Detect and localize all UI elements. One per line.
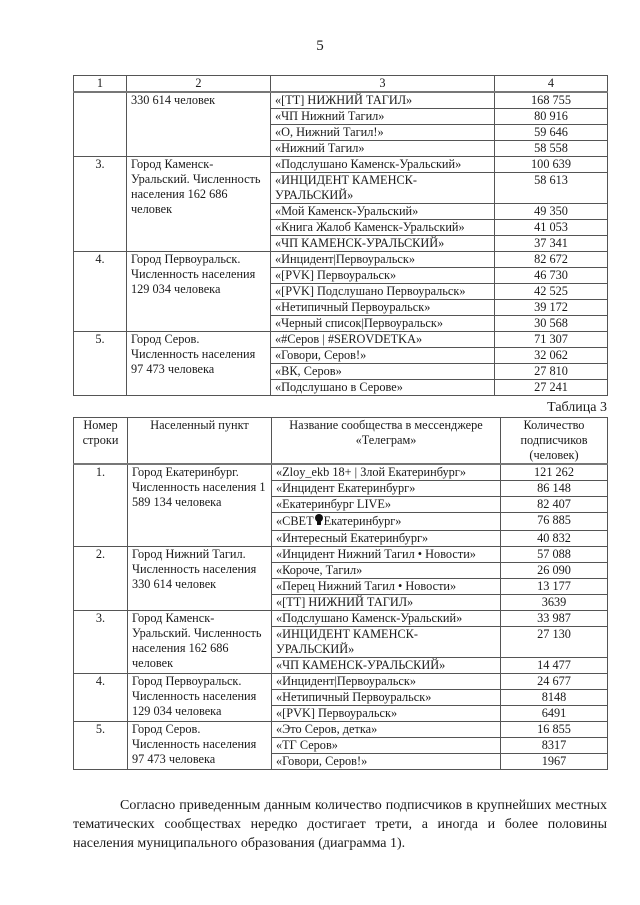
community-name: «Короче, Тагил» xyxy=(272,563,501,579)
community-name: «Нижний Тагил» xyxy=(271,141,495,157)
subscriber-count: 168 755 xyxy=(495,92,608,109)
subscriber-count: 121 262 xyxy=(501,464,608,481)
community-name: «Черный список|Первоуральск» xyxy=(271,316,495,332)
subscriber-count: 37 341 xyxy=(495,236,608,252)
body-paragraph: Согласно приведенным данным количество подписчиков в крупнейших местных тематических сообществах нередко достигает трети, а иногда и более половины населения муниципального образования (диаграмма 1). xyxy=(73,798,607,851)
community-name: «Книга Жалоб Каменск-Уральский» xyxy=(271,220,495,236)
place-cell: Город Первоуральск. Численность населения 129 034 человека xyxy=(128,674,272,722)
row-number: 4. xyxy=(74,252,127,332)
row-number: 3. xyxy=(74,157,127,252)
column-number-1: 1 xyxy=(74,76,127,93)
place-cell: Город Серов. Численность населения 97 473 человека xyxy=(128,722,272,770)
header-community-name: Название сообщества в мессенджере «Телеграм» xyxy=(272,418,501,465)
community-name: «О, Нижний Тагил!» xyxy=(271,125,495,141)
subscriber-count: 16 855 xyxy=(501,722,608,738)
subscriber-count: 32 062 xyxy=(495,348,608,364)
header-place: Населенный пункт xyxy=(128,418,272,465)
community-name: «ЧП КАМЕНСК-УРАЛЬСКИЙ» xyxy=(272,658,501,674)
community-name: «Мой Каменск-Уральский» xyxy=(271,204,495,220)
subscriber-count: 76 885 xyxy=(501,513,608,531)
community-name: «ИНЦИДЕНТ КАМЕНСК-УРАЛЬСКИЙ» xyxy=(271,173,495,204)
community-name: «ВК, Серов» xyxy=(271,364,495,380)
community-name: «Это Серов, детка» xyxy=(272,722,501,738)
subscriber-count: 57 088 xyxy=(501,547,608,563)
table-row xyxy=(74,464,608,481)
subscriber-count: 86 148 xyxy=(501,481,608,497)
subscriber-count: 82 407 xyxy=(501,497,608,513)
place-cell: Город Екатеринбург. Численность населения 1 589 134 человека xyxy=(128,464,272,547)
subscriber-count: 24 677 xyxy=(501,674,608,690)
subscriber-count: 49 350 xyxy=(495,204,608,220)
community-name: «ЧП Нижний Тагил» xyxy=(271,109,495,125)
community-name: «[ТТ] НИЖНИЙ ТАГИЛ» xyxy=(271,92,495,109)
table-row xyxy=(74,332,608,348)
subscriber-count: 71 307 xyxy=(495,332,608,348)
subscriber-count: 42 525 xyxy=(495,284,608,300)
community-name: «Инцидент|Первоуральск» xyxy=(271,252,495,268)
row-number: 3. xyxy=(74,611,128,674)
community-name: «#Серов | #SEROVDETKA» xyxy=(271,332,495,348)
table-3-caption: Таблица 3 xyxy=(547,400,607,415)
subscriber-count: 40 832 xyxy=(501,531,608,547)
table-row xyxy=(74,157,608,173)
table-header-row xyxy=(74,76,608,93)
table-3 xyxy=(73,417,608,770)
subscriber-count: 39 172 xyxy=(495,300,608,316)
community-name: «Подслушано Каменск-Уральский» xyxy=(272,611,501,627)
page-number: 5 xyxy=(316,38,324,54)
place-cell: Город Серов. Численность населения 97 473 человека xyxy=(127,332,271,396)
subscriber-count: 27 810 xyxy=(495,364,608,380)
community-name: «[PVK] Подслушано Первоуральск» xyxy=(271,284,495,300)
header-row-number: Номер строки xyxy=(74,418,128,465)
row-number: 5. xyxy=(74,332,127,396)
community-name: «ТГ Серов» xyxy=(272,738,501,754)
row-number xyxy=(74,92,127,157)
community-name: «Перец Нижний Тагил • Новости» xyxy=(272,579,501,595)
subscriber-count: 58 558 xyxy=(495,141,608,157)
table-row xyxy=(74,547,608,563)
subscriber-count: 13 177 xyxy=(501,579,608,595)
place-cell: Город Первоуральск. Численность населения 129 034 человека xyxy=(127,252,271,332)
subscriber-count: 82 672 xyxy=(495,252,608,268)
subscriber-count: 6491 xyxy=(501,706,608,722)
community-name: «Инцидент Екатеринбург» xyxy=(272,481,501,497)
light-bulb-icon xyxy=(315,514,323,526)
place-cell: Город Каменск-Уральский. Численность населения 162 686 человек xyxy=(127,157,271,252)
row-number: 1. xyxy=(74,464,128,547)
community-name: «Екатеринбург LIVE» xyxy=(272,497,501,513)
subscriber-count: 14 477 xyxy=(501,658,608,674)
community-name xyxy=(272,513,501,531)
column-number-2: 2 xyxy=(127,76,271,93)
header-subscriber-count: Количество подписчиков (человек) xyxy=(501,418,608,465)
community-name: «ЧП КАМЕНСК-УРАЛЬСКИЙ» xyxy=(271,236,495,252)
subscriber-count: 41 053 xyxy=(495,220,608,236)
column-number-3: 3 xyxy=(271,76,495,93)
community-name: «[ТТ] НИЖНИЙ ТАГИЛ» xyxy=(272,595,501,611)
community-name: «Инцидент|Первоуральск» xyxy=(272,674,501,690)
table-row xyxy=(74,92,608,109)
community-name: «Говори, Серов!» xyxy=(271,348,495,364)
place-cell: 330 614 человек xyxy=(127,92,271,157)
subscriber-count: 30 568 xyxy=(495,316,608,332)
subscriber-count: 59 646 xyxy=(495,125,608,141)
row-number: 5. xyxy=(74,722,128,770)
table-continued xyxy=(73,75,608,396)
community-name: «Инцидент Нижний Тагил • Новости» xyxy=(272,547,501,563)
community-name-part: Екатеринбург» xyxy=(323,514,402,528)
place-cell: Город Нижний Тагил. Численность населения 330 614 человек xyxy=(128,547,272,611)
table-row xyxy=(74,611,608,627)
table-header-row xyxy=(74,418,608,465)
subscriber-count: 58 613 xyxy=(495,173,608,204)
community-name: «[PVK] Первоуральск» xyxy=(271,268,495,284)
community-name: «Говори, Серов!» xyxy=(272,754,501,770)
subscriber-count: 8317 xyxy=(501,738,608,754)
community-name: «ИНЦИДЕНТ КАМЕНСК-УРАЛЬСКИЙ» xyxy=(272,627,501,658)
subscriber-count: 26 090 xyxy=(501,563,608,579)
subscriber-count: 27 241 xyxy=(495,380,608,396)
table-row xyxy=(74,722,608,738)
subscriber-count: 1967 xyxy=(501,754,608,770)
community-name: «Интересный Екатеринбург» xyxy=(272,531,501,547)
community-name: «Нетипичный Первоуральск» xyxy=(272,690,501,706)
community-name: «Подслушано Каменск-Уральский» xyxy=(271,157,495,173)
subscriber-count: 8148 xyxy=(501,690,608,706)
community-name: «[PVK] Первоуральск» xyxy=(272,706,501,722)
table-row xyxy=(74,252,608,268)
subscriber-count: 100 639 xyxy=(495,157,608,173)
subscriber-count: 27 130 xyxy=(501,627,608,658)
column-number-4: 4 xyxy=(495,76,608,93)
subscriber-count: 46 730 xyxy=(495,268,608,284)
place-cell: Город Каменск-Уральский. Численность населения 162 686 человек xyxy=(128,611,272,674)
row-number: 2. xyxy=(74,547,128,611)
subscriber-count: 80 916 xyxy=(495,109,608,125)
community-name: «Подслушано в Серове» xyxy=(271,380,495,396)
table-row xyxy=(74,674,608,690)
row-number: 4. xyxy=(74,674,128,722)
community-name: «Zloy_ekb 18+ | Злой Екатеринбург» xyxy=(272,464,501,481)
subscriber-count: 3639 xyxy=(501,595,608,611)
community-name: «Нетипичный Первоуральск» xyxy=(271,300,495,316)
community-name-part: «СВЕТ xyxy=(276,514,314,528)
subscriber-count: 33 987 xyxy=(501,611,608,627)
